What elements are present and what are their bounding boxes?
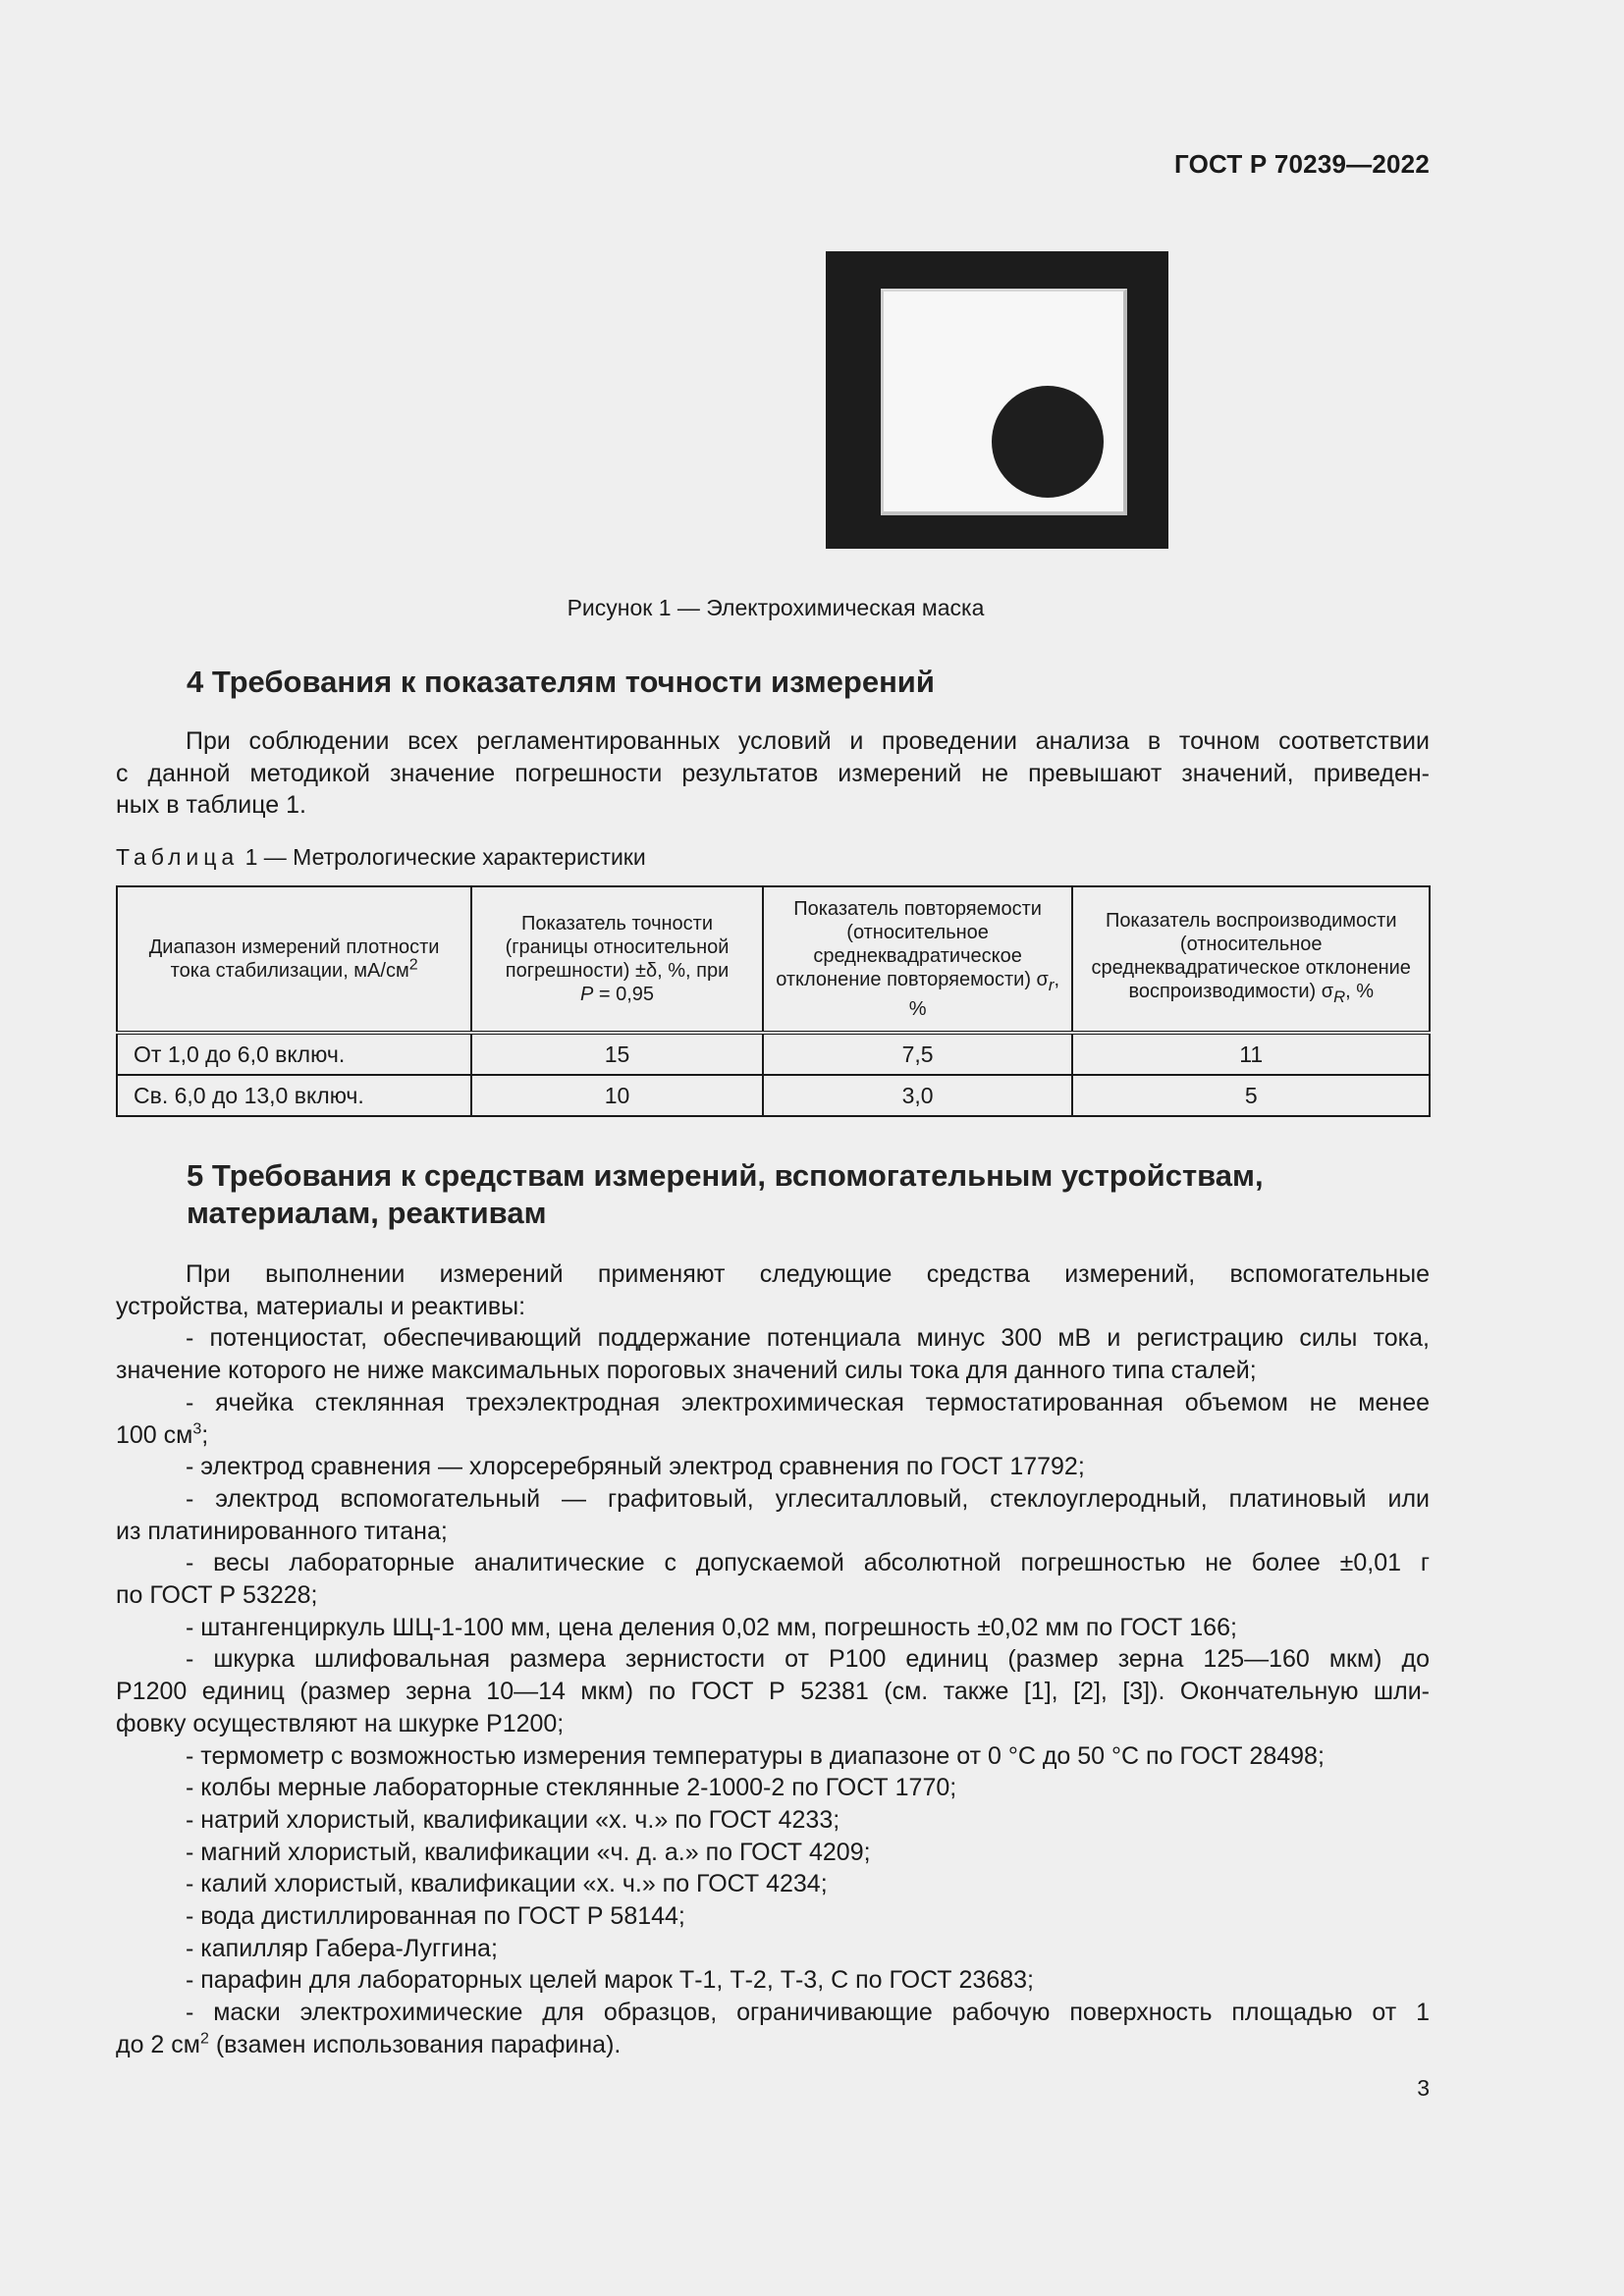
unit: , % (1345, 981, 1375, 1002)
text-line (116, 2029, 1430, 2061)
header-text: Диапазон измерений плотности тока стабилизации, мА/см (148, 936, 440, 982)
list-item: - магний хлористый, квалификации «ч. д. а.» по ГОСТ 4209; (186, 1838, 871, 1866)
list-item: - штангенциркуль ШЦ-1-100 мм, цена деления 0,02 мм, погрешность ±0,02 мм по ГОСТ 166; (186, 1613, 1237, 1641)
list-item: - парафин для лабораторных целей марок Т-1, Т-2, Т-3, С по ГОСТ 23683; (186, 1966, 1034, 1995)
text-line: устройства, материалы и реактивы: (116, 1292, 526, 1320)
section-5-heading (187, 1157, 1414, 1232)
list-item: - шкурка шлифовальная размера зернистости от Р100 единиц (размер зерна 125—160 мкм) до (186, 1645, 1430, 1674)
list-item: - калий хлористый, квалификации «х. ч.» по ГОСТ 4234; (186, 1870, 828, 1898)
subscript: R (1333, 988, 1346, 1006)
table-cell: 5 (1072, 1075, 1430, 1116)
list-item: - электрод вспомогательный — графитовый, углеситалловый, стеклоуглеродный, платиновый или (186, 1484, 1430, 1513)
section-4-paragraph (116, 725, 1430, 822)
table-cell: Св. 6,0 до 13,0 включ. (117, 1075, 471, 1116)
text-line: значение которого не ниже максимальных пороговых значений силы тока для данного типа сталей; (116, 1357, 1257, 1385)
heading-line: материалам, реактивам (187, 1196, 547, 1230)
superscript: 2 (408, 956, 418, 974)
text-part: 100 см (116, 1420, 193, 1449)
list-item: - термометр с возможностью измерения температуры в диапазоне от 0 °С до 50 °С по ГОСТ 28498; (186, 1741, 1325, 1770)
mask-opening (992, 386, 1104, 498)
header-repeatability (763, 886, 1073, 1033)
subscript: r (1048, 976, 1055, 994)
text-line: ных в таблице 1. (116, 791, 307, 819)
table-caption-label: Таблица (116, 844, 240, 870)
superscript: 3 (192, 1420, 202, 1438)
header-range (117, 886, 471, 1033)
table-cell: От 1,0 до 6,0 включ. (117, 1033, 471, 1075)
text-line: по ГОСТ Р 53228; (116, 1581, 318, 1610)
table-cell: 10 (471, 1075, 763, 1116)
table-cell: 11 (1072, 1033, 1430, 1075)
text-line: При выполнении измерений применяют следующие средства измерений, вспомогательные (186, 1260, 1430, 1288)
section-4-heading: 4 Требования к показателям точности измерений (187, 665, 935, 699)
header-reproducibility (1072, 886, 1430, 1033)
heading-line: 5 Требования к средствам измерений, вспомогательным устройствам, (187, 1158, 1264, 1193)
text-line: с данной методикой значение погрешности результатов измерений не превышают значений, приведен- (116, 759, 1430, 787)
text-line: Р1200 единиц (размер зерна 10—14 мкм) по ГОСТ Р 52381 (см. также [1], [2], [3]). Окончательную шли- (116, 1678, 1430, 1706)
text-part: ; (201, 1420, 209, 1449)
p-label: P (579, 984, 594, 1005)
page-number: 3 (1417, 2075, 1430, 2101)
table-row (117, 1075, 1430, 1116)
list-item: - колбы мерные лабораторные стеклянные 2-1000-2 по ГОСТ 1770; (186, 1774, 957, 1802)
list-item: - маски электрохимические для образцов, ограничивающие рабочую поверхность площадью от 1 (186, 1999, 1430, 2027)
header-text: Показатель воспроизводимости (относительное среднеквадратическое отклонение воспроизводимости) σ (1091, 910, 1411, 1002)
list-item: - потенциостат, обеспечивающий поддержание потенциала минус 300 мВ и регистрацию силы тока, (186, 1324, 1430, 1353)
text-line (116, 1419, 1430, 1452)
metrology-table (116, 885, 1431, 1117)
figure-electrochemical-mask-photo (826, 251, 1168, 549)
text-part: до 2 см (116, 2030, 200, 2058)
list-item: - электрод сравнения — хлорсеребряный электрод сравнения по ГОСТ 17792; (186, 1453, 1085, 1481)
table-caption-title: 1 — Метрологические характеристики (239, 844, 646, 870)
list-item: - весы лабораторные аналитические с допускаемой абсолютной погрешностью не более ±0,01 г (186, 1549, 1430, 1577)
header-text: Показатель повторяемости (относительное среднеквадратическое отклонение повторяемости) σ (776, 898, 1049, 990)
list-item: - ячейка стеклянная трехэлектродная электрохимическая термостатированная объемом не менее (186, 1388, 1430, 1416)
header-accuracy (471, 886, 763, 1033)
section-5-list (116, 1258, 1430, 2061)
p-value: = 0,95 (593, 984, 655, 1005)
mask-plate (881, 289, 1127, 515)
superscript: 2 (199, 2030, 209, 2048)
header-text: Показатель точности (границы относительной погрешности) ±δ, %, при (505, 913, 730, 982)
table-cell: 3,0 (763, 1075, 1073, 1116)
figure-caption: Рисунок 1 — Электрохимическая маска (567, 595, 985, 620)
table-cell: 7,5 (763, 1033, 1073, 1075)
text-part: (взамен использования парафина). (208, 2030, 622, 2058)
table-header-row (117, 886, 1430, 1033)
document-id: ГОСТ Р 70239—2022 (1174, 149, 1430, 179)
table-row (117, 1033, 1430, 1075)
text-line: При соблюдении всех регламентированных условий и проведении анализа в точном соответствии (186, 727, 1430, 755)
table-caption (116, 844, 646, 871)
table-cell: 15 (471, 1033, 763, 1075)
text-line: из платинированного титана; (116, 1517, 448, 1545)
text-line: фовку осуществляют на шкурке Р1200; (116, 1709, 565, 1737)
list-item: - капилляр Габера-Луггина; (186, 1934, 498, 1962)
list-item: - натрий хлористый, квалификации «х. ч.» по ГОСТ 4233; (186, 1805, 840, 1834)
list-item: - вода дистиллированная по ГОСТ Р 58144; (186, 1902, 685, 1931)
unit: , % (908, 969, 1060, 1020)
